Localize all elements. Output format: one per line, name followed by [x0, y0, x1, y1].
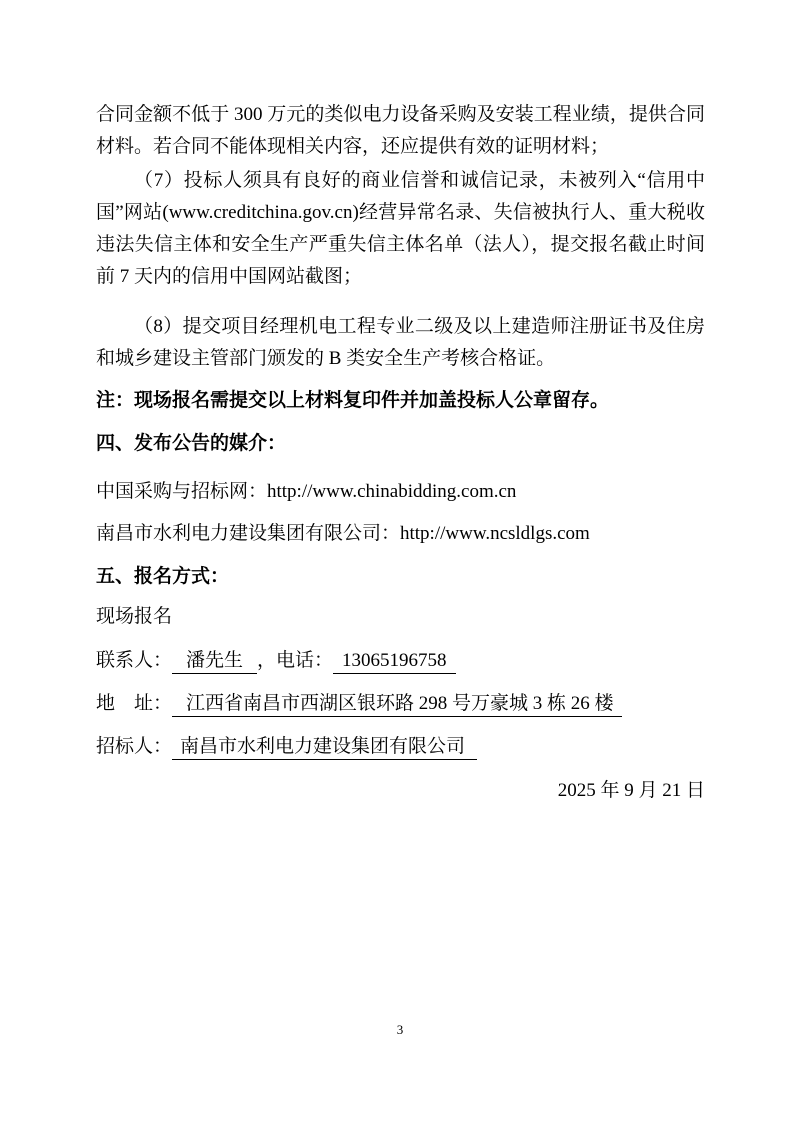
- address-value-underlined: 江西省南昌市西湖区银环路 298 号万豪城 3 栋 26 楼: [172, 692, 622, 717]
- phone-number-underlined: 13065196758: [333, 649, 456, 674]
- address-line: [96, 688, 705, 720]
- bidder-value-underlined: 南昌市水利电力建设集团有限公司: [172, 735, 477, 760]
- registration-method-line: 现场报名: [96, 606, 173, 627]
- note-line: 注：现场报名需提交以上材料复印件并加盖投标人公章留存。: [96, 390, 610, 411]
- paragraph-contract-requirement: 合同金额不低于 300 万元的类似电力设备采购及安装工程业绩，提供合同材料。若合同不能体现相关内容，还应提供有效的证明材料；: [96, 104, 705, 157]
- bidder-line: [96, 731, 705, 763]
- phone-label: ，电话：: [257, 650, 334, 671]
- contact-name-underlined: 潘先生: [172, 649, 257, 674]
- contact-label: 联系人：: [96, 650, 173, 671]
- page-number: 3: [396, 1022, 404, 1037]
- media-item-chinabidding: 中国采购与招标网：http://www.chinabidding.com.cn: [96, 481, 517, 502]
- contact-line: [96, 645, 705, 677]
- address-label: 地 址：: [96, 693, 173, 714]
- bidder-label: 招标人：: [96, 736, 173, 757]
- media-item-ncsldlgs: 南昌市水利电力建设集团有限公司：http://www.ncsldlgs.com: [96, 523, 590, 544]
- paragraph-item-8: （8）提交项目经理机电工程专业二级及以上建造师注册证书及住房和城乡建设主管部门颁发的 B 类安全生产考核合格证。: [96, 316, 705, 369]
- section-5-heading: 五、报名方式：: [96, 566, 230, 587]
- date-line: 2025 年 9 月 21 日: [557, 780, 705, 801]
- paragraph-item-7: （7）投标人须具有良好的商业信誉和诚信记录，未被列入“信用中国”网站(www.creditchina.gov.cn)经营异常名录、失信被执行人、重大税收违法失信主体和安全生产严重失信主体名单（法人），提交报名截止时间前 7 天内的信用中国网站截图；: [96, 170, 705, 287]
- section-4-heading: 四、发布公告的媒介：: [96, 433, 287, 454]
